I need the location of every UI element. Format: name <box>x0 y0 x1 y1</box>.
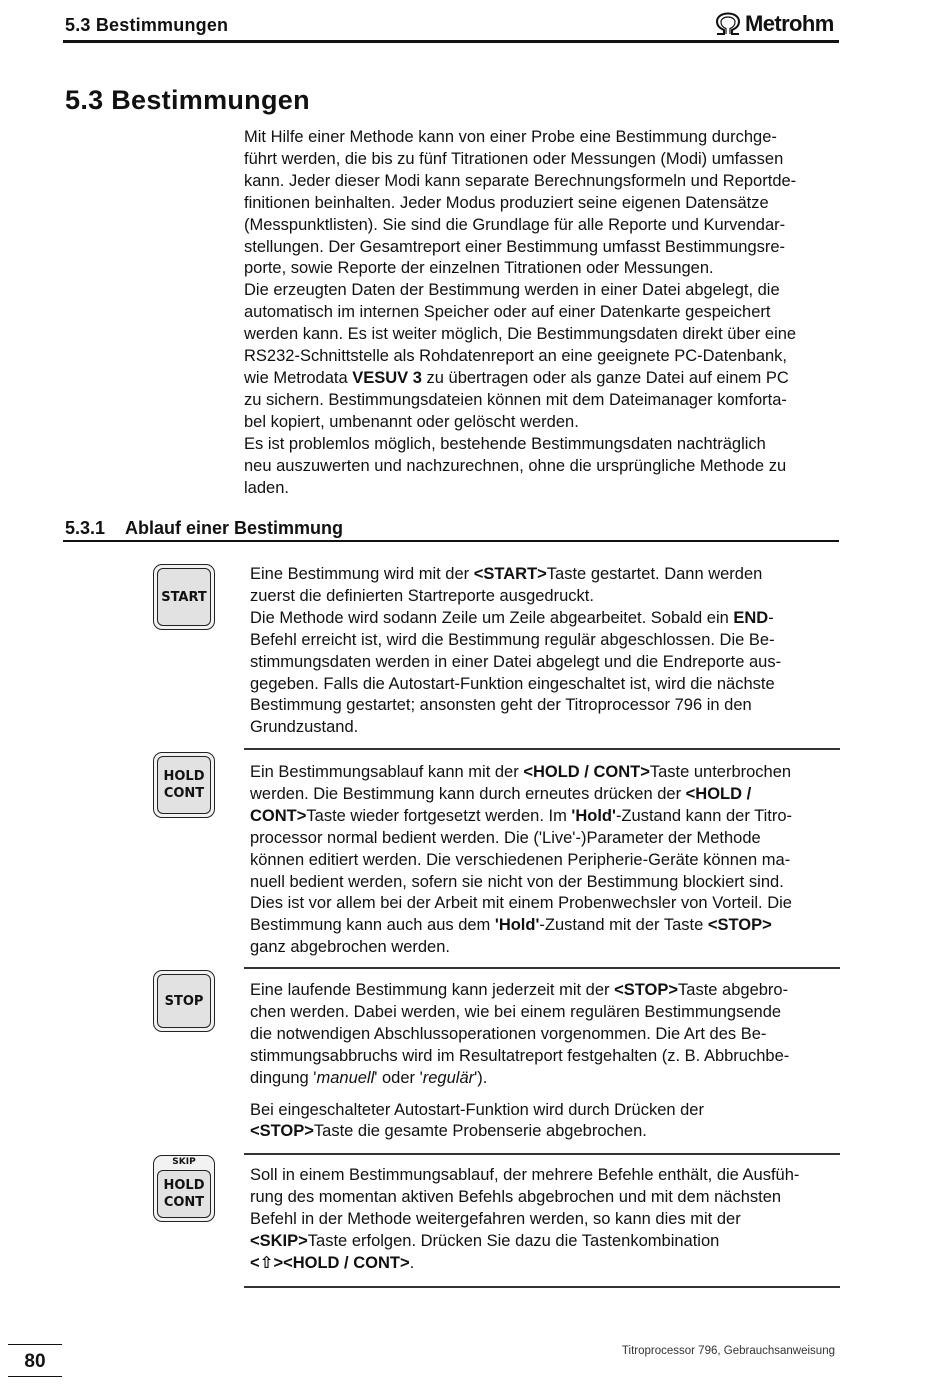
key-face <box>157 568 211 626</box>
key-label: START <box>161 589 207 605</box>
key-face <box>157 974 211 1028</box>
header-rule <box>63 40 839 43</box>
text-line: kann. Jeder dieser Modi kann separate Berechnungsformeln und Reportde- <box>244 171 797 190</box>
text-line: Befehl in der Methode weitergefahren werden, so kann dies mit der <box>250 1209 741 1228</box>
text-line: Bei eingeschalteter Autostart-Funktion wird durch Drücken der <box>250 1100 704 1119</box>
intro-paragraph-2 <box>244 280 844 433</box>
text-fragment: . <box>409 1253 415 1272</box>
key-label: CONT <box>163 786 205 801</box>
hold-cont-description <box>250 762 840 959</box>
text-line: bel kopiert, umbenannt oder gelöscht werden. <box>244 412 579 431</box>
text-line: gegeben. Falls die Autostart-Funktion eingeschaltet ist, wird die nächste <box>250 674 775 693</box>
footer-document-title: Titroprocessor 796, Gebrauchsanweisung <box>621 1345 835 1357</box>
key-reference: <STOP> <box>250 1122 314 1141</box>
text-fragment: - <box>768 608 774 627</box>
text-fragment: dingung ' <box>250 1068 317 1087</box>
paragraph <box>250 564 840 739</box>
text-fragment: Taste wieder fortgesetzt werden. Im <box>306 806 572 825</box>
product-name: VESUV 3 <box>352 368 422 387</box>
text-line: ganz abgebrochen werden. <box>250 938 450 957</box>
text-line: stimmungsdaten werden in einer Datei abgelegt und die Endreporte aus- <box>250 652 782 671</box>
text-line: die notwendigen Abschlussoperationen vorgenommen. Die Art des Be- <box>250 1024 767 1043</box>
text-line: Die erzeugten Daten der Bestimmung werden in einer Datei abgelegt, die <box>244 281 780 300</box>
text-line: laden. <box>244 478 289 497</box>
section-heading: 5.3 Bestimmungen <box>65 85 310 115</box>
text-fragment: werden. Die Bestimmung kann durch erneutes drücken der <box>250 784 686 803</box>
text-line: rung des momentan aktiven Befehls abgebrochen und mit dem nächsten <box>250 1187 782 1206</box>
intro-paragraph-3 <box>244 434 844 500</box>
key-label: CONT <box>163 1195 205 1210</box>
text-line: processor normal bedient werden. Die ('Live'-)Parameter der Methode <box>250 828 761 847</box>
text-line: Mit Hilfe einer Methode kann von einer Probe eine Bestimmung durchge- <box>244 128 777 146</box>
brand-name: Metrohm <box>745 11 834 36</box>
text-line: porte, sowie Reporte der einzelnen Titrationen oder Messungen. <box>244 259 714 278</box>
text-line: nuell bedient werden, sofern sie nicht von der Bestimmung blockiert sind. <box>250 872 784 891</box>
text-fragment: '). <box>474 1068 488 1087</box>
italic-term: regulär <box>422 1068 475 1087</box>
text-fragment: Taste gestartet. Dann werden <box>546 565 763 583</box>
separator-rule <box>244 1153 840 1155</box>
text-fragment: -Zustand mit der Taste <box>539 916 708 935</box>
text-line: (Messpunktlisten). Sie sind die Grundlage für alle Reporte und Kurvendar- <box>244 215 786 234</box>
text-line: zuerst die definierten Startreporte ausgedruckt. <box>250 586 594 605</box>
text-line: werden kann. Es ist weiter möglich, Die Bestimmungsdaten direkt über eine <box>244 325 797 344</box>
key-reference: CONT> <box>250 806 307 825</box>
text-fragment: -Zustand kann der Titro- <box>615 806 793 825</box>
start-key-icon <box>153 564 215 630</box>
brand-logo <box>714 10 834 38</box>
text-fragment: Die Methode wird sodann Zeile um Zeile abgearbeitet. Sobald ein <box>250 608 734 627</box>
separator-rule <box>244 748 840 750</box>
start-description <box>250 564 840 739</box>
subsection-rule <box>63 540 839 542</box>
key-reference: <HOLD / CONT> <box>523 763 650 781</box>
text-fragment: zu übertragen oder als ganze Datei auf einem PC <box>421 368 789 387</box>
text-fragment: Taste abgebro- <box>678 981 789 999</box>
text-fragment: ' oder ' <box>374 1068 423 1087</box>
text-line: Bestimmung gestartet; ansonsten geht der Titroprocessor 796 in den <box>250 696 752 715</box>
key-reference: <HOLD / <box>685 784 752 803</box>
text-line: Es ist problemlos möglich, bestehende Bestimmungsdaten nachträglich <box>244 434 766 453</box>
text-line: automatisch im internen Speicher oder auf einer Datenkarte gespeichert <box>244 303 771 322</box>
key-label: HOLD <box>163 1178 205 1193</box>
text-line: Befehl erreicht ist, wird die Bestimmung regulär abgeschlossen. Die Be- <box>250 630 775 649</box>
text-line: finitionen beinhalten. Jeder Modus produziert seine eigenen Datensätze <box>244 193 769 212</box>
paragraph <box>250 980 840 1090</box>
stop-key-icon <box>153 970 215 1032</box>
key-reference: <SKIP> <box>250 1231 308 1250</box>
separator-rule <box>244 967 840 969</box>
page-number-rule <box>8 1376 62 1377</box>
state-reference: 'Hold' <box>494 916 540 935</box>
key-shift-label: SKIP <box>172 1157 196 1167</box>
key-reference: <START> <box>473 565 547 583</box>
page-number-rule <box>8 1344 62 1345</box>
running-header-section: 5.3 Bestimmungen <box>65 15 229 35</box>
text-fragment: Taste die gesamte Probenserie abgebrochen. <box>313 1122 647 1141</box>
stop-description <box>250 980 840 1143</box>
subsection-heading <box>65 518 343 539</box>
text-line: können editiert werden. Die verschiedenen Peripherie-Geräte können ma- <box>250 850 791 869</box>
subsection-number: 5.3.1 <box>65 518 106 538</box>
italic-term: manuell <box>316 1068 375 1087</box>
text-line: Dies ist vor allem bei der Arbeit mit einem Probenwechsler von Vorteil. Die <box>250 894 792 913</box>
text-line: stellungen. Der Gesamtreport einer Bestimmung umfasst Bestimmungsre- <box>244 237 786 256</box>
paragraph <box>250 1165 840 1275</box>
key-face <box>157 1170 211 1218</box>
page-number: 80 <box>24 1351 46 1372</box>
skip-hold-cont-key-icon <box>153 1155 215 1222</box>
key-face <box>157 756 211 814</box>
subsection-title: Ablauf einer Bestimmung <box>125 518 344 538</box>
key-reference: <STOP> <box>707 916 772 935</box>
omega-logo-icon <box>714 12 742 36</box>
skip-description <box>250 1165 840 1275</box>
paragraph <box>250 1100 840 1144</box>
text-fragment: Taste unterbrochen <box>649 763 792 781</box>
hold-cont-key-icon <box>153 752 215 818</box>
text-line: führt werden, die bis zu fünf Titrationen oder Messungen (Modi) umfassen <box>244 149 784 168</box>
key-combination: <⇧><HOLD / CONT> <box>250 1253 410 1272</box>
text-fragment: wie Metrodata <box>244 368 353 387</box>
text-line: Grundzustand. <box>250 718 359 737</box>
text-line: Soll in einem Bestimmungsablauf, der mehrere Befehle enthält, die Ausfüh- <box>250 1166 800 1184</box>
text-fragment: Eine Bestimmung wird mit der <box>250 565 474 583</box>
paragraph <box>250 762 840 959</box>
text-line: stimmungsabbruchs wird im Resultatreport festgehalten (z. B. Abbruchbe- <box>250 1046 790 1065</box>
command-reference: END <box>733 608 769 627</box>
key-label: HOLD <box>163 769 205 784</box>
intro-text <box>244 127 844 499</box>
text-line: chen werden. Dabei werden, wie bei einem regulären Bestimmungsende <box>250 1002 782 1021</box>
text-fragment: Eine laufende Bestimmung kann jederzeit mit der <box>250 981 615 999</box>
text-line: RS232-Schnittstelle als Rohdatenreport an eine geeignete PC-Datenbank, <box>244 347 788 366</box>
intro-paragraph-1 <box>244 127 844 280</box>
key-label: STOP <box>164 993 204 1009</box>
separator-rule <box>244 1286 840 1288</box>
text-line: neu auszuwerten und nachzurechnen, ohne die ursprüngliche Methode zu <box>244 456 787 475</box>
text-fragment: Taste erfolgen. Drücken Sie dazu die Tastenkombination <box>307 1231 720 1250</box>
key-reference: <STOP> <box>614 981 679 999</box>
state-reference: 'Hold' <box>571 806 616 825</box>
text-line: zu sichern. Bestimmungsdateien können mit dem Dateimanager komforta- <box>244 390 787 409</box>
text-fragment: Bestimmung kann auch aus dem <box>250 916 495 935</box>
text-fragment: Ein Bestimmungsablauf kann mit der <box>250 763 524 781</box>
